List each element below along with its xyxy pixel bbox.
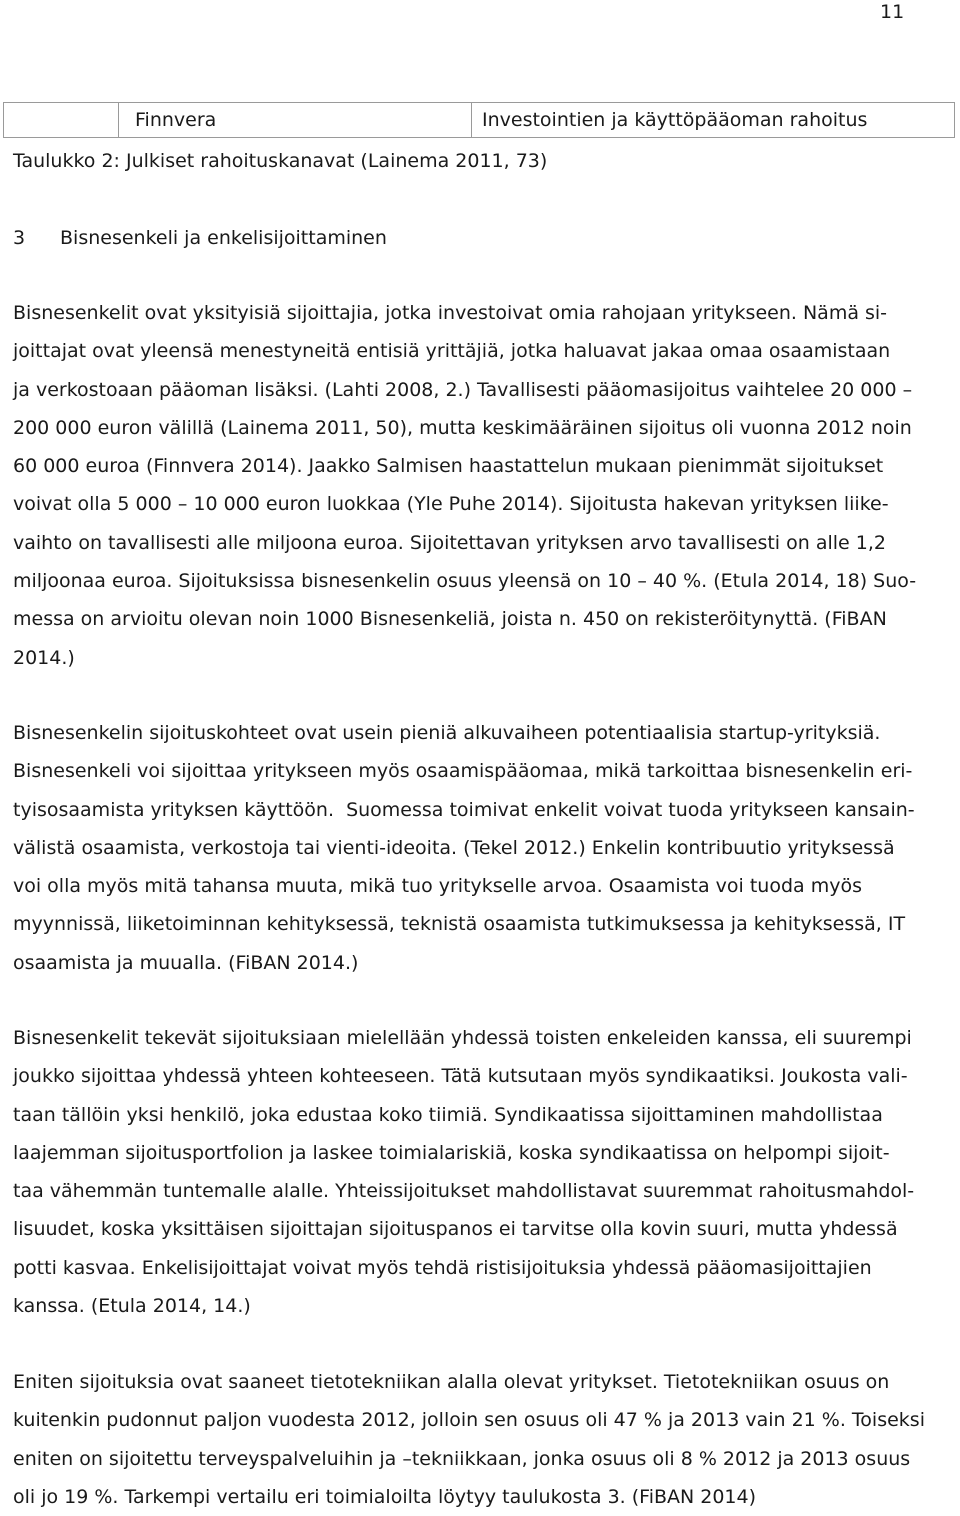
table-row [3, 102, 955, 138]
text-line: Bisnesenkelit ovat yksityisiä sijoittajia, jotka investoivat omia rahojaan yritykseen. Nämä si- [13, 302, 888, 324]
text-line: Eniten sijoituksia ovat saaneet tietotekniikan alalla olevat yritykset. Tietotekniikan osuus on [13, 1371, 890, 1393]
text-line: Bisnesenkelin sijoituskohteet ovat usein pieniä alkuvaiheen potentiaalisia startup-yrityksiä. [13, 722, 881, 744]
text-line: tyisosaamista yrityksen käyttöön. Suomessa toimivat enkelit voivat tuoda yritykseen kansain- [13, 798, 915, 821]
paragraph-4 [13, 1363, 953, 1516]
table-caption: Taulukko 2: Julkiset rahoituskanavat (Lainema 2011, 73) [13, 150, 548, 172]
text-line: taa vähemmän tuntemalle alalle. Yhteissijoitukset mahdollistavat suuremmat rahoitusmahdol- [13, 1180, 915, 1203]
text-line: Bisnesenkelit tekevät sijoituksiaan mielellään yhdessä toisten enkeleiden kanssa, eli suurempi [13, 1027, 912, 1049]
text-line: potti kasvaa. Enkelisijoittajat voivat myös tehdä ristisijoituksia yhdessä pääomasijoittajien [13, 1256, 872, 1279]
text-line: myynnissä, liiketoiminnan kehityksessä, teknistä osaamista tutkimuksessa ja kehityksessä, IT [13, 913, 906, 936]
text-line: kuitenkin pudonnut paljon vuodesta 2012, jolloin sen osuus oli 47 % ja 2013 vain 21 %. Toiseksi [13, 1409, 925, 1432]
table-cell-name: Finnvera [119, 103, 472, 137]
text-line: 200 000 euron välillä (Lainema 2011, 50), mutta keskimääräinen sijoitus oli vuonna 2012 noin [13, 416, 912, 439]
text-line: vaihto on tavallisesti alle miljoona euroa. Sijoitettavan yrityksen arvo tavallisesti on alle 1,2 [13, 531, 886, 554]
section-heading [13, 223, 387, 253]
text-line: Bisnesenkeli voi sijoittaa yritykseen myös osaamispääomaa, mikä tarkoittaa bisnesenkelin eri- [13, 760, 913, 783]
text-line: oli jo 19 %. Tarkempi vertailu eri toimialoilta löytyy taulukosta 3. (FiBAN 2014) [13, 1485, 757, 1508]
paragraph-2 [13, 714, 953, 982]
text-line: voi olla myös mitä tahansa muuta, mikä tuo yritykselle arvoa. Osaamista voi tuoda myös [13, 875, 862, 898]
paragraph-1 [13, 294, 953, 677]
text-line: joittajat ovat yleensä menestyneitä entisiä yrittäjiä, jotka haluavat jakaa omaa osaamistaan [13, 340, 891, 363]
table-cell-empty [4, 103, 119, 137]
text-line: messa on arvioitu olevan noin 1000 Bisnesenkeliä, joista n. 450 on rekisteröitynyttä. (FiBAN [13, 608, 887, 631]
text-line: laajemman sijoitusportfolion ja laskee toimialariskiä, koska syndikaatissa on helpompi sijoit- [13, 1141, 890, 1164]
section-number: 3 [13, 227, 26, 249]
text-line: lisuudet, koska yksittäisen sijoittajan sijoituspanos ei tarvitse olla kovin suuri, mutta yhdessä [13, 1218, 898, 1241]
paragraph-3 [13, 1019, 953, 1325]
text-line: osaamista ja muualla. (FiBAN 2014.) [13, 951, 359, 974]
table-cell-purpose: Investointien ja käyttöpääoman rahoitus [482, 109, 868, 131]
text-line: eniten on sijoitettu terveyspalveluihin ja –tekniikkaan, jonka osuus oli 8 % 2012 ja 2013 osuus [13, 1447, 911, 1470]
text-line: 60 000 euroa (Finnvera 2014). Jaakko Salmisen haastattelun mukaan pienimmät sijoitukset [13, 455, 884, 478]
text-line: 2014.) [13, 646, 75, 669]
text-line: voivat olla 5 000 – 10 000 euron luokkaa (Yle Puhe 2014). Sijoitusta hakevan yrityksen liike- [13, 493, 889, 516]
text-line: joukko sijoittaa yhdessä yhteen kohteeseen. Tätä kutsutaan myös syndikaatiksi. Joukosta vali- [13, 1065, 908, 1088]
text-line: taan tällöin yksi henkilö, joka edustaa koko tiimiä. Syndikaatissa sijoittaminen mahdollistaa [13, 1103, 883, 1126]
text-line: ja verkostoaan pääoman lisäksi. (Lahti 2008, 2.) Tavallisesti pääomasijoitus vaihtelee 20 000 – [13, 378, 913, 401]
text-line: kanssa. (Etula 2014, 14.) [13, 1295, 251, 1318]
section-title: Bisnesenkeli ja enkelisijoittaminen [60, 227, 387, 249]
text-line: miljoonaa euroa. Sijoituksissa bisnesenkelin osuus yleensä on 10 – 40 %. (Etula 2014, 18) Suo- [13, 570, 917, 593]
page-number: 11 [880, 1, 905, 23]
text-line: välistä osaamista, verkostoja tai vienti-ideoita. (Tekel 2012.) Enkelin kontribuutio yrityksessä [13, 836, 895, 859]
